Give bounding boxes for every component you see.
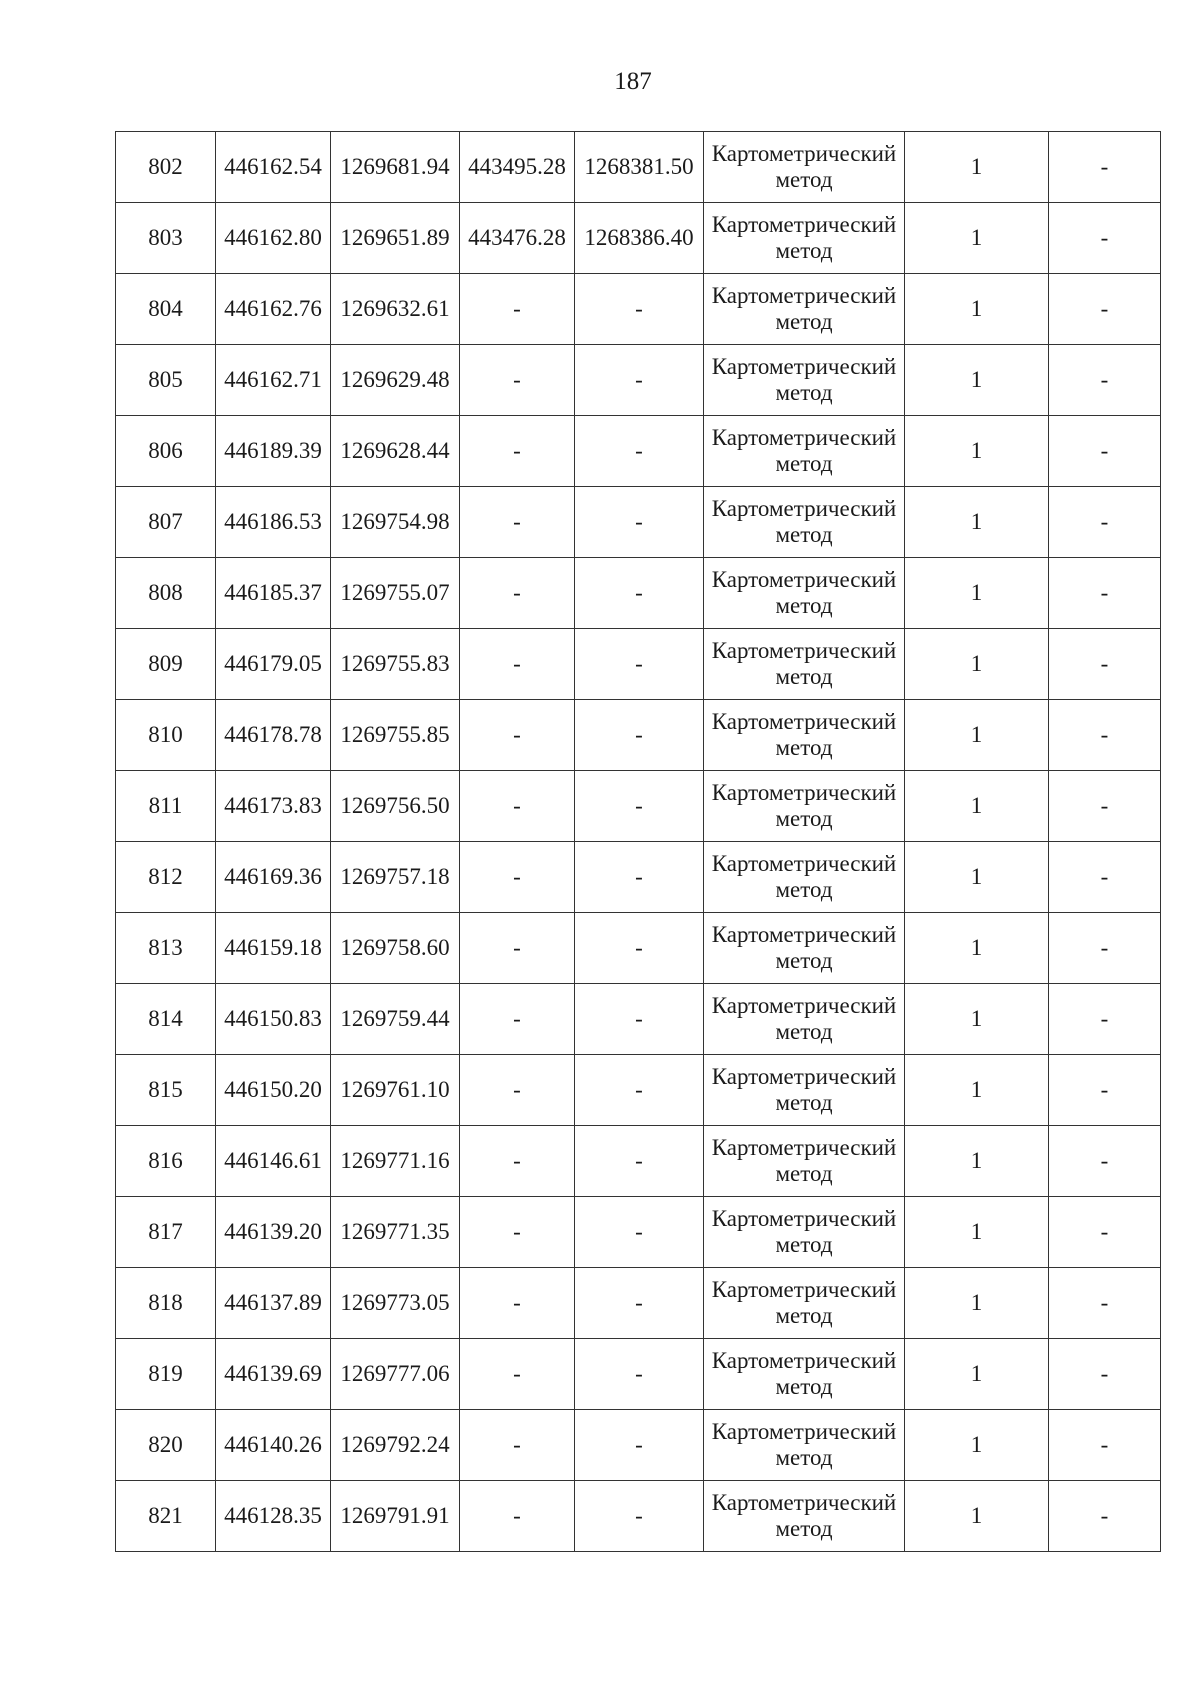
accuracy-cell: 1: [905, 1126, 1049, 1197]
y-old-coordinate-cell: -: [575, 558, 704, 629]
method-cell: [704, 1339, 905, 1410]
x-coordinate-cell: 446139.69: [216, 1339, 331, 1410]
table-row: [116, 132, 1161, 203]
accuracy-cell: 1: [905, 203, 1049, 274]
x-coordinate-cell: 446150.20: [216, 1055, 331, 1126]
table-body: [116, 132, 1161, 1552]
note-cell: -: [1049, 1126, 1161, 1197]
y-coordinate-cell: 1269681.94: [331, 132, 460, 203]
table-row: [116, 487, 1161, 558]
method-line2: метод: [775, 1019, 833, 1044]
method-line1: Картометрический: [711, 354, 897, 379]
y-old-coordinate-cell: -: [575, 913, 704, 984]
accuracy-cell: 1: [905, 132, 1049, 203]
method-line2: метод: [775, 522, 833, 547]
note-cell: -: [1049, 1055, 1161, 1126]
method-line2: метод: [775, 1090, 833, 1115]
accuracy-cell: 1: [905, 842, 1049, 913]
y-coordinate-cell: 1269771.35: [331, 1197, 460, 1268]
accuracy-cell: 1: [905, 558, 1049, 629]
method-cell: [704, 274, 905, 345]
point-number-cell: 805: [116, 345, 216, 416]
x-old-coordinate-cell: -: [460, 913, 575, 984]
y-coordinate-cell: 1269777.06: [331, 1339, 460, 1410]
method-line1: Картометрический: [711, 1135, 897, 1160]
point-number-cell: 807: [116, 487, 216, 558]
method-cell: [704, 203, 905, 274]
point-number-cell: 812: [116, 842, 216, 913]
note-cell: -: [1049, 771, 1161, 842]
method-cell: [704, 1481, 905, 1552]
note-cell: -: [1049, 487, 1161, 558]
point-number-cell: 819: [116, 1339, 216, 1410]
y-coordinate-cell: 1269773.05: [331, 1268, 460, 1339]
table-row: [116, 1481, 1161, 1552]
point-number-cell: 815: [116, 1055, 216, 1126]
note-cell: -: [1049, 132, 1161, 203]
x-coordinate-cell: 446162.54: [216, 132, 331, 203]
coordinates-table: [115, 131, 1161, 1552]
method-cell: [704, 984, 905, 1055]
x-old-coordinate-cell: -: [460, 1481, 575, 1552]
method-line1: Картометрический: [711, 567, 897, 592]
point-number-cell: 814: [116, 984, 216, 1055]
x-old-coordinate-cell: -: [460, 700, 575, 771]
point-number-cell: 809: [116, 629, 216, 700]
point-number-cell: 803: [116, 203, 216, 274]
x-old-coordinate-cell: -: [460, 1410, 575, 1481]
method-cell: [704, 1410, 905, 1481]
table-row: [116, 1126, 1161, 1197]
method-line2: метод: [775, 735, 833, 760]
x-old-coordinate-cell: -: [460, 984, 575, 1055]
table-row: [116, 274, 1161, 345]
method-cell: [704, 1268, 905, 1339]
table-row: [116, 345, 1161, 416]
method-line2: метод: [775, 451, 833, 476]
method-cell: [704, 345, 905, 416]
y-coordinate-cell: 1269629.48: [331, 345, 460, 416]
note-cell: -: [1049, 1268, 1161, 1339]
table-row: [116, 1197, 1161, 1268]
x-old-coordinate-cell: -: [460, 1126, 575, 1197]
note-cell: -: [1049, 842, 1161, 913]
method-cell: [704, 487, 905, 558]
x-old-coordinate-cell: -: [460, 1339, 575, 1410]
point-number-cell: 811: [116, 771, 216, 842]
y-coordinate-cell: 1269771.16: [331, 1126, 460, 1197]
y-old-coordinate-cell: -: [575, 1268, 704, 1339]
x-coordinate-cell: 446178.78: [216, 700, 331, 771]
method-line2: метод: [775, 1516, 833, 1541]
accuracy-cell: 1: [905, 1339, 1049, 1410]
method-cell: [704, 132, 905, 203]
y-old-coordinate-cell: -: [575, 1197, 704, 1268]
method-line2: метод: [775, 1161, 833, 1186]
x-coordinate-cell: 446179.05: [216, 629, 331, 700]
y-old-coordinate-cell: -: [575, 1339, 704, 1410]
method-line2: метод: [775, 1445, 833, 1470]
y-coordinate-cell: 1269628.44: [331, 416, 460, 487]
method-line1: Картометрический: [711, 851, 897, 876]
note-cell: -: [1049, 700, 1161, 771]
x-coordinate-cell: 446150.83: [216, 984, 331, 1055]
x-coordinate-cell: 446137.89: [216, 1268, 331, 1339]
y-old-coordinate-cell: -: [575, 984, 704, 1055]
y-old-coordinate-cell: -: [575, 1410, 704, 1481]
accuracy-cell: 1: [905, 487, 1049, 558]
point-number-cell: 820: [116, 1410, 216, 1481]
method-line1: Картометрический: [711, 780, 897, 805]
page-number: 187: [614, 68, 652, 95]
note-cell: -: [1049, 1339, 1161, 1410]
table-row: [116, 558, 1161, 629]
method-line2: метод: [775, 806, 833, 831]
x-old-coordinate-cell: 443476.28: [460, 203, 575, 274]
table-row: [116, 416, 1161, 487]
table-row: [116, 913, 1161, 984]
y-coordinate-cell: 1269761.10: [331, 1055, 460, 1126]
point-number-cell: 804: [116, 274, 216, 345]
table-row: [116, 629, 1161, 700]
x-coordinate-cell: 446169.36: [216, 842, 331, 913]
y-old-coordinate-cell: -: [575, 700, 704, 771]
table-row: [116, 984, 1161, 1055]
x-coordinate-cell: 446140.26: [216, 1410, 331, 1481]
x-old-coordinate-cell: -: [460, 842, 575, 913]
y-old-coordinate-cell: -: [575, 487, 704, 558]
point-number-cell: 813: [116, 913, 216, 984]
accuracy-cell: 1: [905, 629, 1049, 700]
table-row: [116, 1339, 1161, 1410]
y-coordinate-cell: 1269791.91: [331, 1481, 460, 1552]
method-line1: Картометрический: [711, 1277, 897, 1302]
y-old-coordinate-cell: 1268381.50: [575, 132, 704, 203]
y-old-coordinate-cell: -: [575, 345, 704, 416]
method-line2: метод: [775, 167, 833, 192]
method-cell: [704, 629, 905, 700]
x-coordinate-cell: 446162.76: [216, 274, 331, 345]
x-old-coordinate-cell: -: [460, 345, 575, 416]
method-line1: Картометрический: [711, 212, 897, 237]
y-coordinate-cell: 1269792.24: [331, 1410, 460, 1481]
method-cell: [704, 771, 905, 842]
x-old-coordinate-cell: -: [460, 629, 575, 700]
note-cell: -: [1049, 203, 1161, 274]
method-line1: Картометрический: [711, 496, 897, 521]
y-coordinate-cell: 1269755.85: [331, 700, 460, 771]
accuracy-cell: 1: [905, 274, 1049, 345]
x-coordinate-cell: 446128.35: [216, 1481, 331, 1552]
method-line1: Картометрический: [711, 1064, 897, 1089]
x-old-coordinate-cell: -: [460, 1197, 575, 1268]
method-line2: метод: [775, 380, 833, 405]
x-coordinate-cell: 446185.37: [216, 558, 331, 629]
accuracy-cell: 1: [905, 1410, 1049, 1481]
method-line1: Картометрический: [711, 1419, 897, 1444]
y-old-coordinate-cell: -: [575, 274, 704, 345]
y-coordinate-cell: 1269755.83: [331, 629, 460, 700]
method-line2: метод: [775, 664, 833, 689]
point-number-cell: 806: [116, 416, 216, 487]
x-coordinate-cell: 446146.61: [216, 1126, 331, 1197]
note-cell: -: [1049, 1410, 1161, 1481]
x-coordinate-cell: 446139.20: [216, 1197, 331, 1268]
method-cell: [704, 1197, 905, 1268]
point-number-cell: 810: [116, 700, 216, 771]
note-cell: -: [1049, 274, 1161, 345]
y-coordinate-cell: 1269757.18: [331, 842, 460, 913]
x-old-coordinate-cell: -: [460, 558, 575, 629]
method-line1: Картометрический: [711, 922, 897, 947]
table-row: [116, 842, 1161, 913]
table-row: [116, 1268, 1161, 1339]
method-line2: метод: [775, 309, 833, 334]
method-cell: [704, 842, 905, 913]
point-number-cell: 821: [116, 1481, 216, 1552]
method-line2: метод: [775, 238, 833, 263]
y-old-coordinate-cell: -: [575, 842, 704, 913]
y-old-coordinate-cell: -: [575, 1126, 704, 1197]
accuracy-cell: 1: [905, 416, 1049, 487]
y-coordinate-cell: 1269758.60: [331, 913, 460, 984]
method-cell: [704, 416, 905, 487]
point-number-cell: 818: [116, 1268, 216, 1339]
note-cell: -: [1049, 558, 1161, 629]
y-coordinate-cell: 1269756.50: [331, 771, 460, 842]
accuracy-cell: 1: [905, 1481, 1049, 1552]
table-row: [116, 771, 1161, 842]
method-cell: [704, 913, 905, 984]
method-line2: метод: [775, 948, 833, 973]
y-coordinate-cell: 1269755.07: [331, 558, 460, 629]
method-line2: метод: [775, 1232, 833, 1257]
method-line2: метод: [775, 1303, 833, 1328]
method-line2: метод: [775, 1374, 833, 1399]
accuracy-cell: 1: [905, 984, 1049, 1055]
table-row: [116, 203, 1161, 274]
note-cell: -: [1049, 1481, 1161, 1552]
method-line1: Картометрический: [711, 1206, 897, 1231]
method-line2: метод: [775, 877, 833, 902]
point-number-cell: 817: [116, 1197, 216, 1268]
method-cell: [704, 700, 905, 771]
accuracy-cell: 1: [905, 1197, 1049, 1268]
method-line1: Картометрический: [711, 425, 897, 450]
y-old-coordinate-cell: -: [575, 771, 704, 842]
point-number-cell: 816: [116, 1126, 216, 1197]
x-coordinate-cell: 446189.39: [216, 416, 331, 487]
point-number-cell: 808: [116, 558, 216, 629]
method-cell: [704, 1055, 905, 1126]
x-coordinate-cell: 446173.83: [216, 771, 331, 842]
method-line1: Картометрический: [711, 1490, 897, 1515]
point-number-cell: 802: [116, 132, 216, 203]
x-old-coordinate-cell: -: [460, 274, 575, 345]
method-line1: Картометрический: [711, 638, 897, 663]
method-line1: Картометрический: [711, 1348, 897, 1373]
method-line1: Картометрический: [711, 141, 897, 166]
x-coordinate-cell: 446159.18: [216, 913, 331, 984]
y-coordinate-cell: 1269759.44: [331, 984, 460, 1055]
method-line2: метод: [775, 593, 833, 618]
note-cell: -: [1049, 345, 1161, 416]
y-old-coordinate-cell: 1268386.40: [575, 203, 704, 274]
note-cell: -: [1049, 1197, 1161, 1268]
method-line1: Картометрический: [711, 993, 897, 1018]
x-coordinate-cell: 446186.53: [216, 487, 331, 558]
x-old-coordinate-cell: 443495.28: [460, 132, 575, 203]
accuracy-cell: 1: [905, 913, 1049, 984]
y-old-coordinate-cell: -: [575, 1481, 704, 1552]
y-coordinate-cell: 1269632.61: [331, 274, 460, 345]
accuracy-cell: 1: [905, 1055, 1049, 1126]
y-old-coordinate-cell: -: [575, 629, 704, 700]
table-row: [116, 1055, 1161, 1126]
note-cell: -: [1049, 416, 1161, 487]
y-old-coordinate-cell: -: [575, 416, 704, 487]
table-row: [116, 700, 1161, 771]
note-cell: -: [1049, 984, 1161, 1055]
method-line1: Картометрический: [711, 709, 897, 734]
method-cell: [704, 558, 905, 629]
accuracy-cell: 1: [905, 1268, 1049, 1339]
method-cell: [704, 1126, 905, 1197]
method-line1: Картометрический: [711, 283, 897, 308]
x-old-coordinate-cell: -: [460, 771, 575, 842]
x-old-coordinate-cell: -: [460, 1268, 575, 1339]
accuracy-cell: 1: [905, 700, 1049, 771]
y-old-coordinate-cell: -: [575, 1055, 704, 1126]
x-old-coordinate-cell: -: [460, 1055, 575, 1126]
table-row: [116, 1410, 1161, 1481]
note-cell: -: [1049, 629, 1161, 700]
x-coordinate-cell: 446162.80: [216, 203, 331, 274]
x-old-coordinate-cell: -: [460, 416, 575, 487]
x-old-coordinate-cell: -: [460, 487, 575, 558]
note-cell: -: [1049, 913, 1161, 984]
x-coordinate-cell: 446162.71: [216, 345, 331, 416]
accuracy-cell: 1: [905, 771, 1049, 842]
accuracy-cell: 1: [905, 345, 1049, 416]
y-coordinate-cell: 1269754.98: [331, 487, 460, 558]
y-coordinate-cell: 1269651.89: [331, 203, 460, 274]
